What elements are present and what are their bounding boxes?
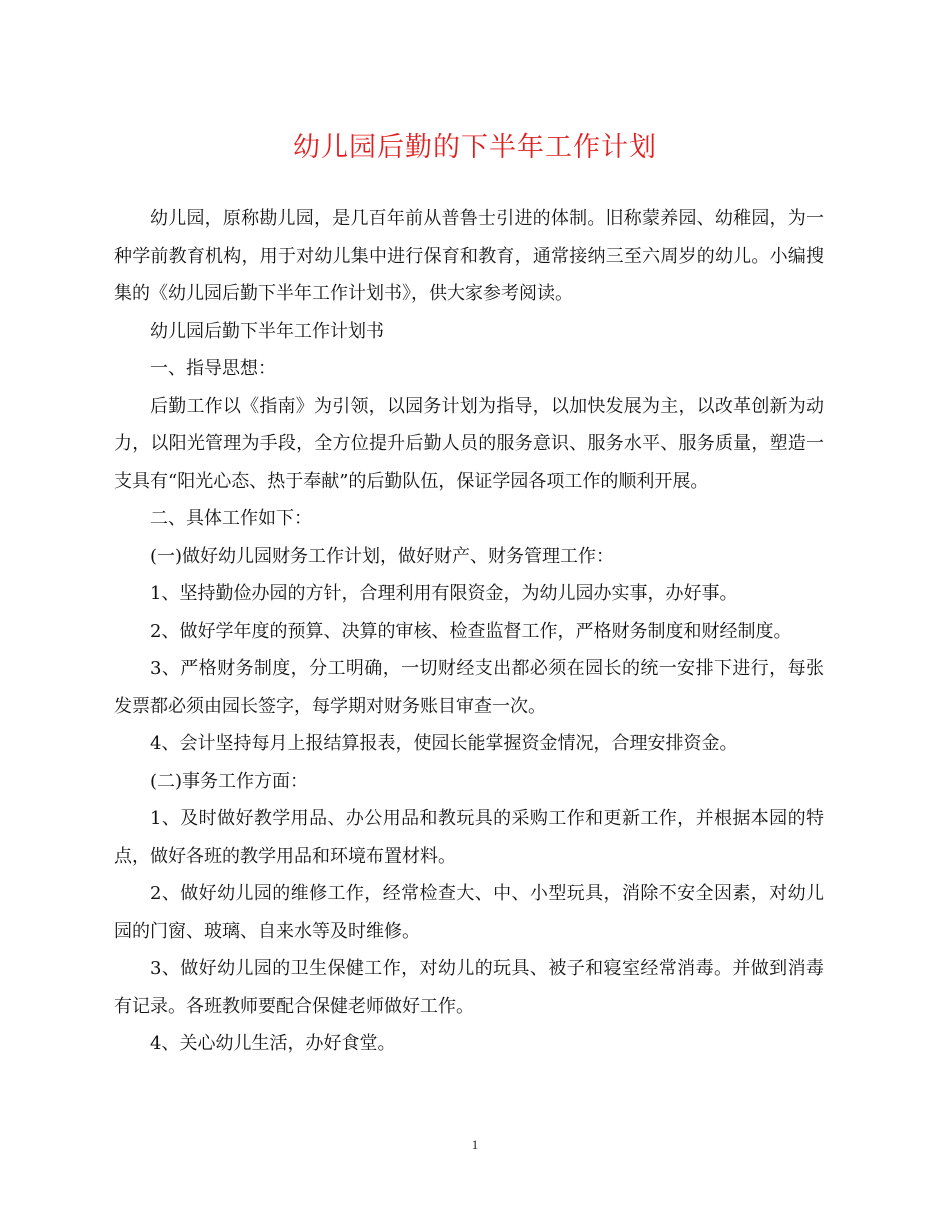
list-item-finance-2: 2、做好学年度的预算、决算的审核、检查监督工作，严格财务制度和财经制度。 [150, 620, 792, 642]
subsection-heading-finance: (一)做好幼儿园财务工作计划，做好财产、财务管理工作： [150, 545, 615, 567]
subsection-heading-affairs: (二)事务工作方面： [150, 770, 309, 792]
list-item-affairs-2: 2、做好幼儿园的维修工作，经常检查大、中、小型玩具，消除不安全因素，对幼儿园的门窗、玻璃、自来水等及时维修。 [114, 883, 824, 942]
paragraph-guiding-thought: 后勤工作以《指南》为引领，以园务计划为指导，以加快发展为主，以改革创新为动力，以阳光管理为手段，全方位提升后勤人员的服务意识、服务水平、服务质量，塑造一支具有“阳光心态、热于奉献”的后勤队伍，保证学园各项工作的顺利开展。 [114, 395, 824, 492]
list-item-affairs-4: 4、关心幼儿生活，办好食堂。 [150, 1033, 396, 1054]
list-item-affairs-3: 3、做好幼儿园的卫生保健工作，对幼儿的玩具、被子和寝室经常消毒。并做到消毒有记录。各班教师要配合保健老师做好工作。 [114, 958, 824, 1017]
section-heading-guiding-thought: 一、指导思想： [150, 358, 276, 379]
list-item-affairs-1: 1、及时做好教学用品、办公用品和教玩具的采购工作和更新工作，并根据本园的特点，做好各班的教学用品和环境布置材料。 [114, 808, 824, 867]
section-heading-specific-work: 二、具体工作如下： [150, 508, 312, 529]
list-item-finance-3: 3、严格财务制度，分工明确，一切财经支出都必须在园长的统一安排下进行，每张发票都必须由园长签字，每学期对财务账目审查一次。 [114, 658, 824, 717]
document-body [114, 200, 824, 1063]
page-number: 1 [471, 1137, 479, 1152]
paragraph-intro: 幼儿园，原称勘儿园，是几百年前从普鲁士引进的体制。旧称蒙养园、幼稚园，为一种学前教育机构，用于对幼儿集中进行保育和教育，通常接纳三至六周岁的幼儿。小编搜集的《幼儿园后勤下半年工作计划书》，供大家参考阅读。 [114, 208, 824, 304]
document-title: 幼儿园后勤的下半年工作计划 [293, 132, 657, 163]
list-item-finance-4: 4、会计坚持每月上报结算报表，使园长能掌握资金情况，合理安排资金。 [150, 733, 738, 754]
list-item-finance-1: 1、坚持勤俭办园的方针，合理利用有限资金，为幼儿园办实事，办好事。 [150, 583, 738, 604]
paragraph-plan-heading: 幼儿园后勤下半年工作计划书 [150, 320, 384, 342]
